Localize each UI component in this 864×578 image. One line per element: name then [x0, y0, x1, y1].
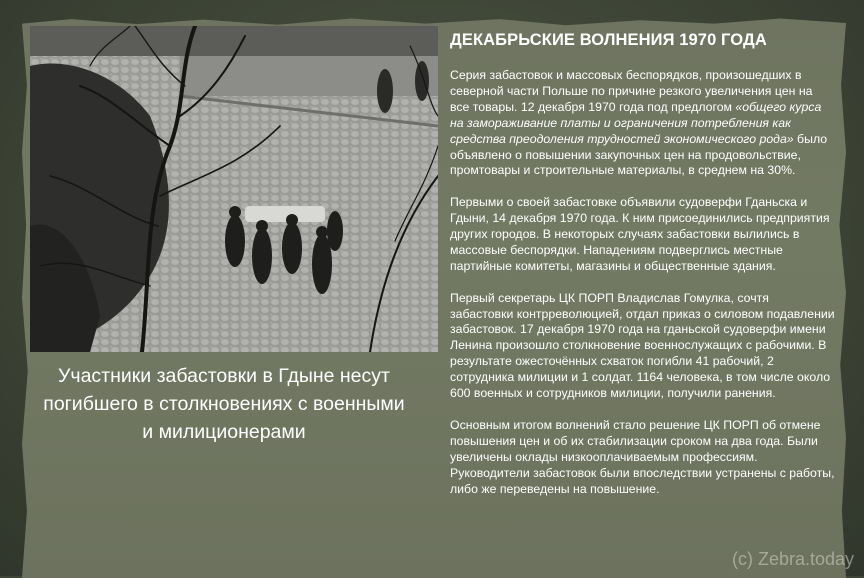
article-body	[450, 68, 835, 513]
paragraph-3: Первый секретарь ЦК ПОРП Владислав Гомулка, сочтя забастовки контрреволюцией, отдал приказ о силовом подавлении забастовок. 17 декабря 1970 года на гданьской судоверфи имени Ленина произошло столкновение военнослужащих с рабочими. В результате ожесточённых схваток погибли 41 рабочий, 2 сотрудника милиции и 1 солдат. 1164 человека, в том числе около 600 военных и сотрудников милиции, получили ранения.	[450, 290, 835, 401]
photo-caption: Участники забастовки в Гдыне несут погибшего в столкновениях с военными и милиционерами	[43, 365, 405, 443]
watermark: (c) Zebra.today	[731, 549, 854, 569]
paragraph-1: Серия забастовок и массовых беспорядков, произошедших в северной части Польше по причине резкого увеличения цен на все товары. 12 декабря 1970 года под предлогом «общего курса на замораживание платы и ограничения потребления как средства преодоления трудностей экономического рода» было объявлено о повышении закупочных цен на продовольствие, промтовары и строительные материалы, в среднем на 30%.	[450, 68, 828, 178]
paragraph-1-quote: «общего курса на замораживание платы и ограничения потребления как средства преодоления трудностей экономического рода»	[450, 99, 822, 146]
historical-photo	[30, 26, 438, 352]
paragraph-2: Первыми о своей забастовке объявили судоверфи Гданьска и Гдыни, 14 декабря 1970 года. К ним присоединились предприятия других городов. В некоторых случаях забастовки вылились в массовые беспорядки. Нападениям подверглись местные партийные комитеты, магазины и общественные здания.	[450, 195, 830, 273]
paragraph-4: Основным итогом волнений стало решение ЦК ПОРП об отмене повышения цен и об их стабилизации сроком на два года. Были увеличены оклады низкооплачиваемым профессиям. Руководители забастовок были впоследствии устранены с работы, либо же переведены на повышение.	[450, 417, 835, 496]
article-title: ДЕКАБРЬСКИЕ ВОЛНЕНИЯ 1970 ГОДА	[450, 31, 767, 49]
